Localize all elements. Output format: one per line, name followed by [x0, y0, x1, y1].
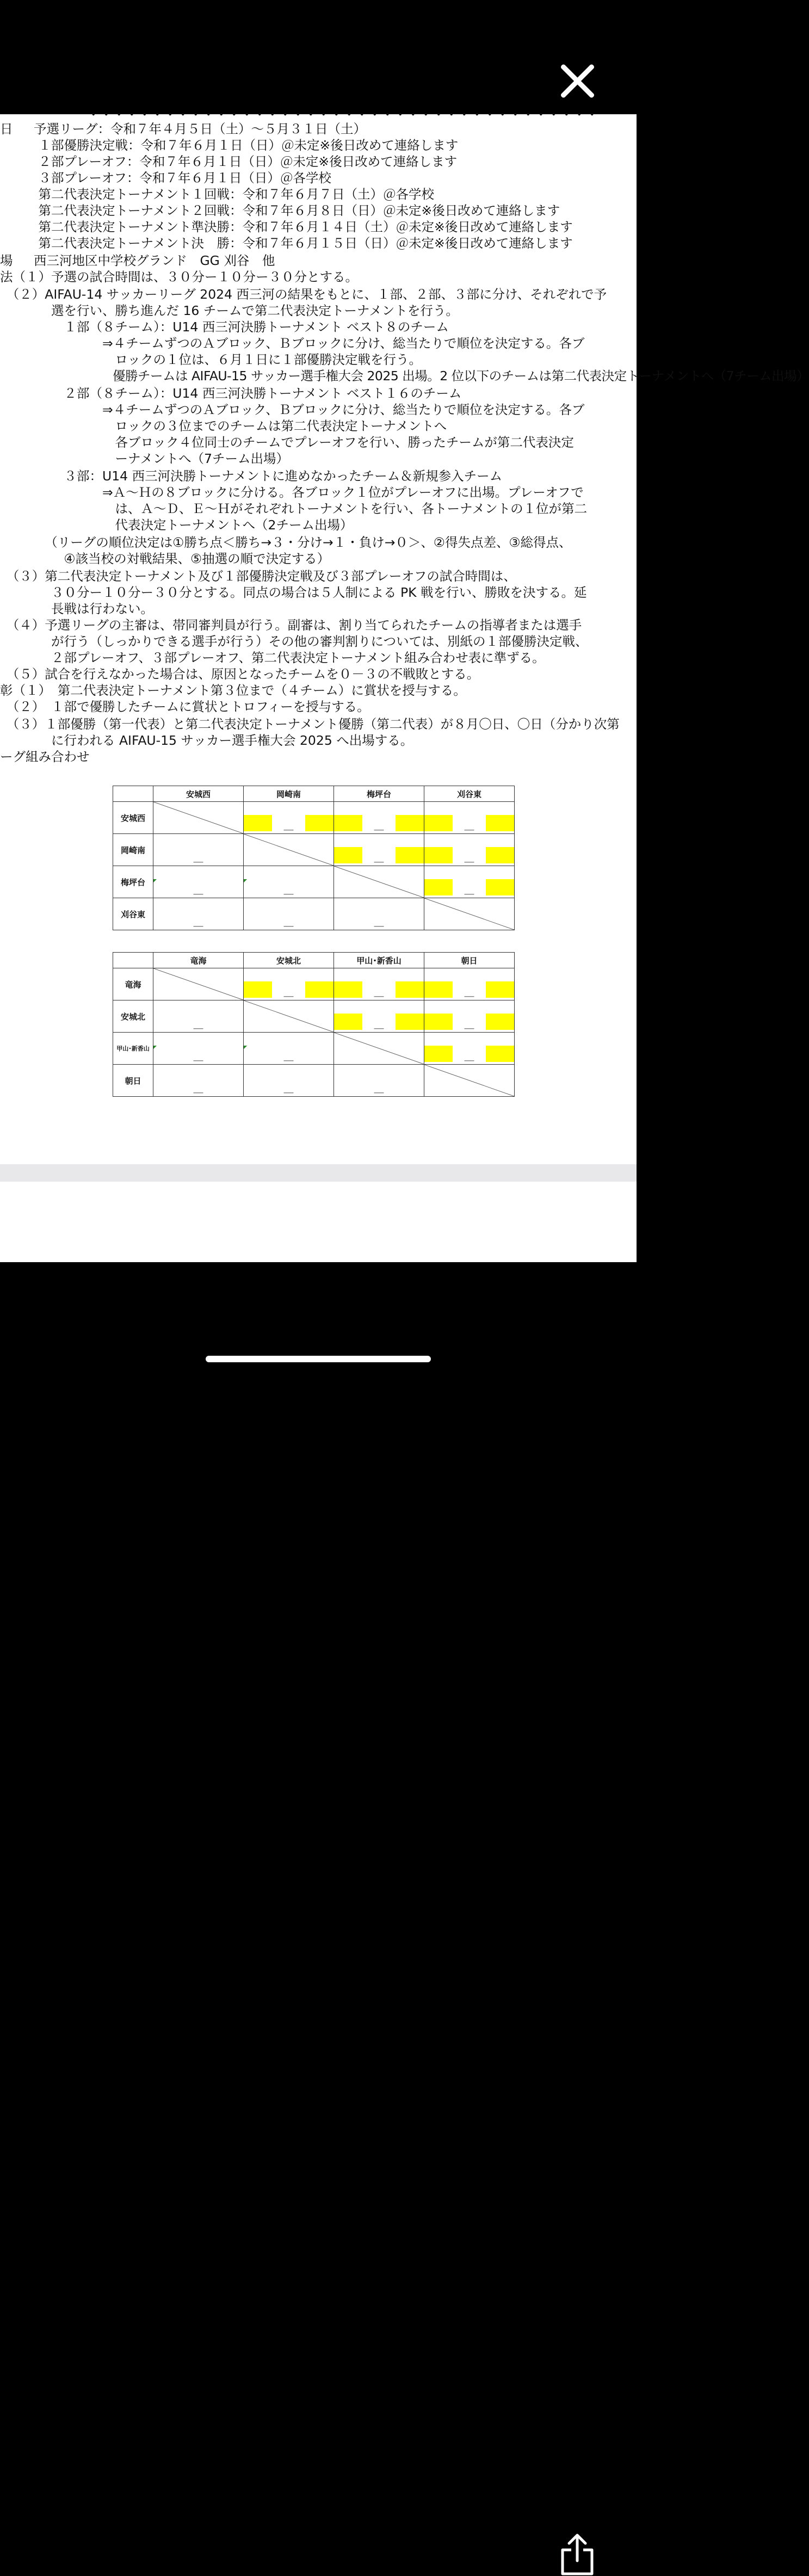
- diagonal-line: [244, 834, 334, 866]
- doc-line: １部優勝決定戦：令和７年６月１日（日）＠未定※後日改めて連絡します: [0, 138, 459, 153]
- doc-line: 場 西三河地区中学校グランド GG 刈谷 他: [0, 253, 275, 268]
- doc-line: （２） １部で優勝したチームに賞状とトロフィーを授与する。: [0, 699, 370, 714]
- diagonal-line: [424, 898, 514, 930]
- row-header: 岡崎南: [113, 834, 153, 866]
- doc-line: が行う（しっかりできる選手が行う）その他の審判割りについては、別紙の１部優勝決定戦、: [0, 634, 588, 649]
- score-dash: ＿: [464, 885, 474, 896]
- match-cell: [153, 1033, 244, 1065]
- doc-line: ーグ組み合わせ: [0, 749, 90, 764]
- diagonal-line: [244, 1000, 334, 1032]
- table-corner: [113, 786, 153, 802]
- doc-line: （３）第二代表決定トーナメント及び１部優勝決定戦及び３部プレーオフの試合時間は、: [0, 569, 516, 584]
- score-dash: ＿: [193, 1083, 203, 1095]
- doc-line: 長戦は行わない。: [0, 601, 153, 616]
- doc-line: 第二代表決定トーナメント１回戦：令和７年６月７日（土）＠各学校: [0, 187, 435, 202]
- diagonal-line: [153, 968, 243, 1000]
- table-row: [113, 1065, 515, 1097]
- match-cell: [424, 898, 515, 930]
- doc-line: 優勝チームは AIFAU-15 サッカー選手権大会 2025 出場。2 位以下のチームは第二代表決定トーナメントへ（7チーム出場）: [0, 368, 809, 384]
- match-cell: [334, 1065, 424, 1097]
- score-dash: ＿: [464, 853, 474, 864]
- table-row: [113, 834, 515, 866]
- doc-line: 日 予選リーグ：令和７年４月５日（土）～５月３１日（土）: [0, 121, 366, 137]
- doc-line: ３部プレーオフ：令和７年６月１日（日）＠各学校: [0, 170, 331, 186]
- match-cell: [424, 834, 515, 866]
- match-cell: [244, 866, 334, 898]
- match-cell: [153, 802, 244, 834]
- column-header: 朝日: [424, 953, 515, 968]
- document-page: [0, 107, 809, 1170]
- match-cell: [334, 898, 424, 930]
- match-cell: [334, 802, 424, 834]
- row-header: 安城北: [113, 1000, 153, 1033]
- score-dash: ＿: [374, 917, 384, 928]
- score-dash: ＿: [464, 1019, 474, 1030]
- viewer-top-bar: [0, 0, 637, 114]
- column-header: 安城北: [244, 953, 334, 968]
- score-dash: ＿: [374, 820, 384, 832]
- score-dash: ＿: [283, 1083, 294, 1095]
- match-cell: [244, 834, 334, 866]
- doc-line: ロックの１位は、６月１日に１部優勝決定戦を行う。: [0, 352, 422, 367]
- doc-line: 代表決定トーナメントへ（2チーム出場）: [0, 517, 353, 533]
- doc-line: （３）１部優勝（第一代表）と第二代表決定トーナメント優勝（第二代表）が８月〇日、〇日（分かり次第: [0, 716, 620, 732]
- share-icon[interactable]: [559, 2532, 595, 2576]
- table-row: [113, 898, 515, 930]
- match-cell: [424, 1000, 515, 1033]
- doc-line: 第二代表決定トーナメント２回戦：令和７年６月８日（日）＠未定※後日改めて連絡します: [0, 203, 560, 218]
- league-table: [113, 952, 515, 1097]
- doc-line: 選を行い、勝ち進んだ 16 チームで第二代表決定トーナメントを行う。: [0, 303, 459, 318]
- doc-line: 第二代表決定トーナメント準決勝：令和７年６月１４日（土）＠未定※後日改めて連絡します: [0, 219, 573, 234]
- match-cell: [244, 802, 334, 834]
- doc-line: ２部プレーオフ、３部プレーオフ、第二代表決定トーナメント組み合わせ表に準ずる。: [0, 650, 545, 665]
- doc-line: ３０分ー１０分ー３０分とする。同点の場合は５人制による PK 戦を行い、勝敗を決する。延: [0, 585, 587, 600]
- doc-line: 彰（１） 第二代表決定トーナメント第３位まで（４チーム）に賞状を授与する。: [0, 683, 466, 698]
- doc-line: ④該当校の対戦結果、⑤抽選の順で決定する）: [0, 551, 330, 566]
- match-cell: [424, 1033, 515, 1065]
- score-dash: ＿: [283, 885, 294, 896]
- match-cell: [153, 834, 244, 866]
- doc-line: ２部（８チーム）：U14 西三河決勝トーナメント ベスト１６のチーム: [0, 386, 462, 401]
- match-cell: [424, 968, 515, 1000]
- column-header: 梅坪台: [334, 786, 424, 802]
- score-dash: ＿: [193, 885, 203, 896]
- diagonal-line: [334, 1033, 424, 1064]
- home-indicator[interactable]: [206, 1356, 431, 1362]
- score-dash: ＿: [193, 1051, 203, 1062]
- row-header: 竜海: [113, 968, 153, 1000]
- column-header: 刈谷東: [424, 786, 515, 802]
- score-dash: ＿: [464, 987, 474, 998]
- doc-line: ３部：U14 西三河決勝トーナメントに進めなかったチーム＆新規参入チーム: [0, 468, 503, 484]
- score-dash: ＿: [374, 1019, 384, 1030]
- score-dash: ＿: [464, 1051, 474, 1062]
- score-dash: ＿: [464, 820, 474, 832]
- score-dash: ＿: [283, 1051, 294, 1062]
- table-row: [113, 802, 515, 834]
- score-dash: ＿: [374, 853, 384, 864]
- match-cell: [424, 1065, 515, 1097]
- match-cell: [153, 898, 244, 930]
- match-cell: [334, 866, 424, 898]
- match-cell: [244, 898, 334, 930]
- doc-line: （２）AIFAU-14 サッカーリーグ 2024 西三河の結果をもとに、１部、２部、３部に分け、それぞれで予: [0, 287, 607, 302]
- score-dash: ＿: [283, 987, 294, 998]
- match-cell: [424, 802, 515, 834]
- diagonal-line: [153, 802, 243, 833]
- doc-line: 第二代表決定トーナメント決 勝：令和７年６月１５日（日）＠未定※後日改めて連絡します: [0, 236, 573, 251]
- match-cell: [153, 866, 244, 898]
- column-header: 甲山･新香山: [334, 953, 424, 968]
- row-header: 安城西: [113, 802, 153, 834]
- table-row: [113, 1033, 515, 1065]
- match-cell: [244, 968, 334, 1000]
- table-row: [113, 866, 515, 898]
- row-header: 梅坪台: [113, 866, 153, 898]
- doc-line: ⇒４チームずつのＡブロック、Ｂブロックに分け、総当たりで順位を決定する。各ブ: [0, 336, 585, 351]
- doc-line: ２部プレーオフ：令和７年６月１日（日）＠未定※後日改めて連絡します: [0, 154, 458, 169]
- diagonal-line: [334, 866, 424, 898]
- match-cell: [424, 866, 515, 898]
- table-corner: [113, 953, 153, 968]
- doc-line: （４）予選リーグの主審は、帯同審判員が行う。副審は、割り当てられたチームの指導者または選手: [0, 617, 582, 633]
- doc-line: ⇒４チームずつのＡブロック、Ｂブロックに分け、総当たりで順位を決定する。各ブ: [0, 402, 585, 417]
- match-cell: [153, 1065, 244, 1097]
- table-row: [113, 1000, 515, 1033]
- doc-line: ーナメントへ（7チーム出場）: [0, 451, 289, 466]
- match-cell: [153, 1000, 244, 1033]
- match-cell: [244, 1000, 334, 1033]
- score-dash: ＿: [374, 1083, 384, 1095]
- match-cell: [244, 1065, 334, 1097]
- match-cell: [244, 1033, 334, 1065]
- doc-line: ⇒Ａ～Ｈの８ブロックに分ける。各ブロック１位がプレーオフに出場。プレーオフで: [0, 485, 584, 500]
- blank-area: [0, 1182, 637, 1262]
- column-header: 竜海: [153, 953, 244, 968]
- match-cell: [153, 968, 244, 1000]
- match-cell: [334, 1033, 424, 1065]
- score-dash: ＿: [374, 987, 384, 998]
- score-dash: ＿: [283, 917, 294, 928]
- doc-line: 法（１）予選の試合時間は、３０分ー１０分ー３０分とする。: [0, 269, 358, 285]
- doc-line: に行われる AIFAU-15 サッカー選手権大会 2025 へ出場する。: [0, 733, 413, 748]
- cut-off-title-line: ・・・・・・・・・・・・・・・・・・・・・・・・・・・・・・・・・・・・・・・・: [87, 107, 598, 122]
- match-cell: [334, 834, 424, 866]
- page-divider: [0, 1164, 637, 1182]
- close-icon[interactable]: [557, 61, 597, 101]
- row-header: 甲山･新香山: [113, 1033, 153, 1065]
- score-dash: ＿: [283, 820, 294, 832]
- doc-line: ロックの３位までのチームは第二代表決定トーナメントへ: [0, 418, 447, 434]
- doc-line: 各ブロック４位同士のチームでプレーオフを行い、勝ったチームが第二代表決定: [0, 435, 574, 450]
- row-header: 朝日: [113, 1065, 153, 1097]
- score-dash: ＿: [193, 917, 203, 928]
- doc-line: １部（８チーム）：U14 西三河決勝トーナメント ベスト８のチーム: [0, 319, 449, 335]
- column-header: 安城西: [153, 786, 244, 802]
- doc-line: は、Ａ～Ｄ、Ｅ～Ｈがそれぞれトーナメントを行い、各トーナメントの１位が第二: [0, 501, 588, 516]
- match-cell: [334, 968, 424, 1000]
- diagonal-line: [424, 1065, 514, 1096]
- doc-line: （５）試合を行えなかった場合は、原因となったチームを０－３の不戦敗とする。: [0, 666, 480, 682]
- row-header: 刈谷東: [113, 898, 153, 930]
- league-table: [113, 786, 515, 930]
- match-cell: [334, 1000, 424, 1033]
- column-header: 岡崎南: [244, 786, 334, 802]
- score-dash: ＿: [193, 1019, 203, 1030]
- score-dash: ＿: [193, 853, 203, 864]
- table-row: [113, 968, 515, 1000]
- doc-line: （リーグの順位決定は①勝ち点＜勝ち→３・分け→１・負け→０＞、②得失点差、③総得点、: [0, 535, 572, 550]
